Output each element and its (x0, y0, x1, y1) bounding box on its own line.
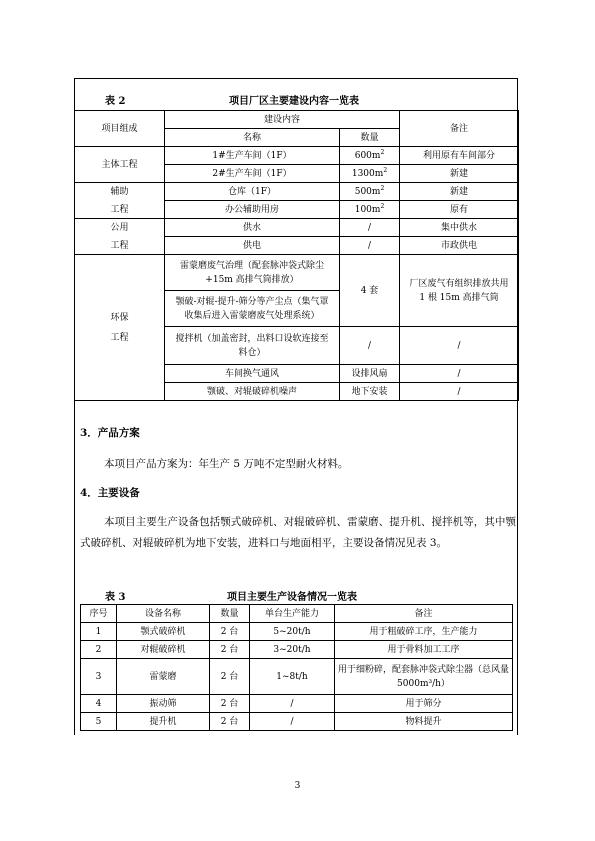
section3-heading: 3．产品方案 (80, 427, 140, 439)
t2-r4-qty: $100m^2$ (340, 201, 400, 219)
table3-cell: 1 (81, 623, 117, 641)
table3-header-cell: 序号 (81, 605, 117, 623)
t2-r2-qty: $1300m^2$ (340, 165, 400, 183)
t2-header-content: 建设内容 (165, 111, 400, 129)
table3-cell: 用于筛分 (335, 695, 513, 713)
table3-title: 项目主要生产设备情况一览表 (227, 592, 357, 603)
table2 (74, 110, 519, 401)
t2-r1-note: 利用原有车间部分 (400, 147, 519, 165)
t2-group-main: 主体工程 (75, 147, 165, 183)
t2-r2-name: 2#生产车间（1F） (165, 165, 340, 183)
table3-cell: 5~20t/h (250, 623, 335, 641)
table3-cell: 用于细粉碎，配套脉冲袋式除尘器（总风量 5000m³/h） (335, 659, 513, 695)
table3-cell: 2 (81, 641, 117, 659)
table3-cell: 颚式破碎机 (117, 623, 210, 641)
table3-row (81, 713, 513, 731)
table3-cell: 2 台 (210, 641, 250, 659)
t2-r9-name: 搅拌机（加盖密封，出料口设软连接至料仓） (165, 327, 340, 365)
table3-row (81, 659, 513, 695)
t2-r3-name: 仓库（1F） (165, 183, 340, 201)
t2-r5-note: 集中供水 (400, 219, 519, 237)
table3-cell: 2 台 (210, 695, 250, 713)
table3-cell: 雷蒙磨 (117, 659, 210, 695)
t2-header-name: 名称 (165, 129, 340, 147)
t2-r6-note: 市政供电 (400, 237, 519, 255)
section4-heading: 4．主要设备 (80, 487, 140, 499)
table3 (80, 604, 513, 731)
table3-cell: 3 (81, 659, 117, 695)
table3-cell: / (250, 695, 335, 713)
t2-r10-qty: 设排风扇 (340, 365, 400, 383)
table3-cell: 2 台 (210, 659, 250, 695)
t2-r9-note: / (400, 327, 519, 365)
t2-r3-note: 新建 (400, 183, 519, 201)
table3-header-cell: 数量 (210, 605, 250, 623)
table3-header-cell: 单台生产能力 (250, 605, 335, 623)
table3-header-cell: 备注 (335, 605, 513, 623)
t2-r8-name: 颚破-对辊-提升-筛分等产尘点（集气罩收集后进入雷蒙磨废气处理系统） (165, 291, 340, 327)
t2-r1-qty: $600m^2$ (340, 147, 400, 165)
t2-r11-name: 颚破、对辊破碎机噪声 (165, 383, 340, 401)
table3-row (81, 695, 513, 713)
table3-cell: 用于粗破碎工序，生产能力 (335, 623, 513, 641)
table2-title: 项目厂区主要建设内容一览表 (229, 96, 359, 107)
t2-r4-name: 办公辅助用房 (165, 201, 340, 219)
table3-cell: 3~20t/h (250, 641, 335, 659)
table3-cell: / (250, 713, 335, 731)
table3-row (81, 623, 513, 641)
table3-cell: 4 (81, 695, 117, 713)
t2-r11-qty: 地下安装 (340, 383, 400, 401)
t2-r2-note: 新建 (400, 165, 519, 183)
t2-r5-name: 供水 (165, 219, 340, 237)
table2-label: 表 2 (105, 96, 126, 107)
table3-label: 表 3 (105, 592, 126, 603)
table3-cell: 对辊破碎机 (117, 641, 210, 659)
t2-r3-qty: $500m^2$ (340, 183, 400, 201)
t2-r4-note: 原有 (400, 201, 519, 219)
table3-cell: 2 台 (210, 713, 250, 731)
section3-text: 本项目产品方案为：年生产 5 万吨不定型耐火材料。 (104, 458, 349, 470)
section4-text: 本项目主要生产设备包括颚式破碎机、对辊破碎机、雷蒙磨、提升机、搅拌机等，其中颚式破碎机、对辊破碎机为地下安装，进料口与地面相平，主要设备情况见表 3。 (80, 516, 516, 549)
table3-cell: 物料提升 (335, 713, 513, 731)
t2-r1-name: 1#生产车间（1F） (165, 147, 340, 165)
t2-group-aux: 辅助 工程 (75, 183, 165, 219)
t2-r11-note: / (400, 383, 519, 401)
table3-cell: 提升机 (117, 713, 210, 731)
table3-header-cell: 设备名称 (117, 605, 210, 623)
t2-group-env: 环保 工程 (75, 255, 165, 401)
table3-cell: 5 (81, 713, 117, 731)
t2-header-qty: 数量 (340, 129, 400, 147)
t2-r9-qty: / (340, 327, 400, 365)
page-number: 3 (294, 781, 301, 791)
t2-header-note: 备注 (400, 111, 519, 147)
t2-group-public: 公用 工程 (75, 219, 165, 255)
t2-r10-note: / (400, 365, 519, 383)
t2-r78-qty: 4 套 (340, 255, 400, 327)
t2-header-group: 项目组成 (75, 111, 165, 147)
t2-r6-name: 供电 (165, 237, 340, 255)
table3-row (81, 641, 513, 659)
t2-r6-qty: / (340, 237, 400, 255)
t2-r5-qty: / (340, 219, 400, 237)
t2-r10-name: 车间换气通风 (165, 365, 340, 383)
t2-r7-name: 雷蒙磨废气治理（配套脉冲袋式除尘+15m 高排气筒排放） (165, 255, 340, 291)
table3-header-row (81, 605, 513, 623)
table3-cell: 用于骨料加工工序 (335, 641, 513, 659)
table3-cell: 1~8t/h (250, 659, 335, 695)
t2-r78-note: 厂区废气有组织排放共用 1 根 15m 高排气筒 (400, 255, 519, 327)
table3-cell: 振动筛 (117, 695, 210, 713)
table3-cell: 2 台 (210, 623, 250, 641)
